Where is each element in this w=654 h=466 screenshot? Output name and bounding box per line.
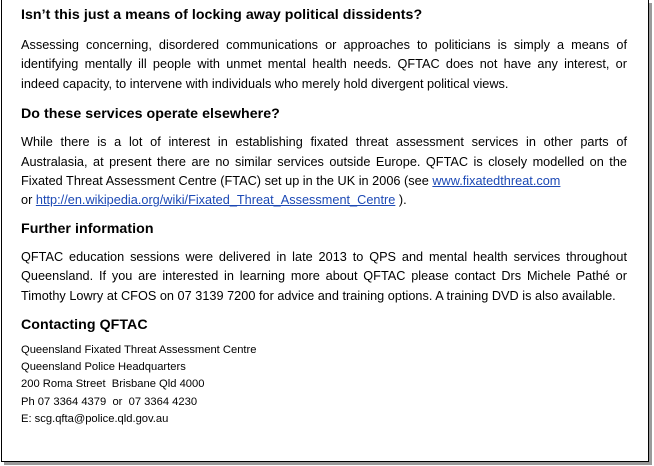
wikipedia-link[interactable]: http://en.wikipedia.org/wiki/Fixated_Threat_Assessment_Centre [35,193,396,208]
paragraph-further-information: QFTAC education sessions were delivered in late 2013 to QPS and mental health services throughout Queensland. If you are interested in learning more about QFTAC please contact Drs Michele Pathé or Timothy Lowry at CFOS on 07 3139 7200 for advice and training options. A training DVD is also available. [21,249,627,303]
paragraph-services-elsewhere [21,133,627,211]
heading-further-information: Further information [21,220,154,237]
paragraph-political-dissidents: Assessing concerning, disordered communications or approaches to politicians is simply a means of identifying mentally ill people with unmet mental health needs. QFTAC does not have any interest, or indeed capacity, to intervene with individuals who merely hold divergent political views. [21,38,627,91]
contact-line-headquarters: Queensland Police Headquarters [21,361,186,374]
document-page [1,0,649,462]
contact-line-phone: Ph 07 3364 4379 or 07 3364 4230 [21,395,198,408]
contact-line-email: E: scg.qfta@police.qld.gov.au [21,412,169,425]
contact-block [21,342,627,428]
services-text-after-links: ). [395,193,407,208]
heading-contacting-qftac: Contacting QFTAC [21,317,148,334]
heading-services-elsewhere: Do these services operate elsewhere? [21,106,280,123]
document-content [21,5,627,428]
contact-line-centre: Queensland Fixated Threat Assessment Centre [21,344,257,357]
heading-political-dissidents: Isn’t this just a means of locking away political dissidents? [21,7,423,23]
contact-line-address: 200 Roma Street Brisbane Qld 4000 [21,378,205,391]
services-text-between-links: or [21,193,36,208]
services-text-before-link: While there is a lot of interest in establishing fixated threat assessment services in other parts of Australasia, at present there are no similar services outside Europe. QFTAC is closely modelled on the Fixated Threat Assessment Centre (FTAC) set up in the UK in 2006 (see [21,135,627,189]
fixatedthreat-link[interactable]: www.fixatedthreat.com [432,174,561,189]
